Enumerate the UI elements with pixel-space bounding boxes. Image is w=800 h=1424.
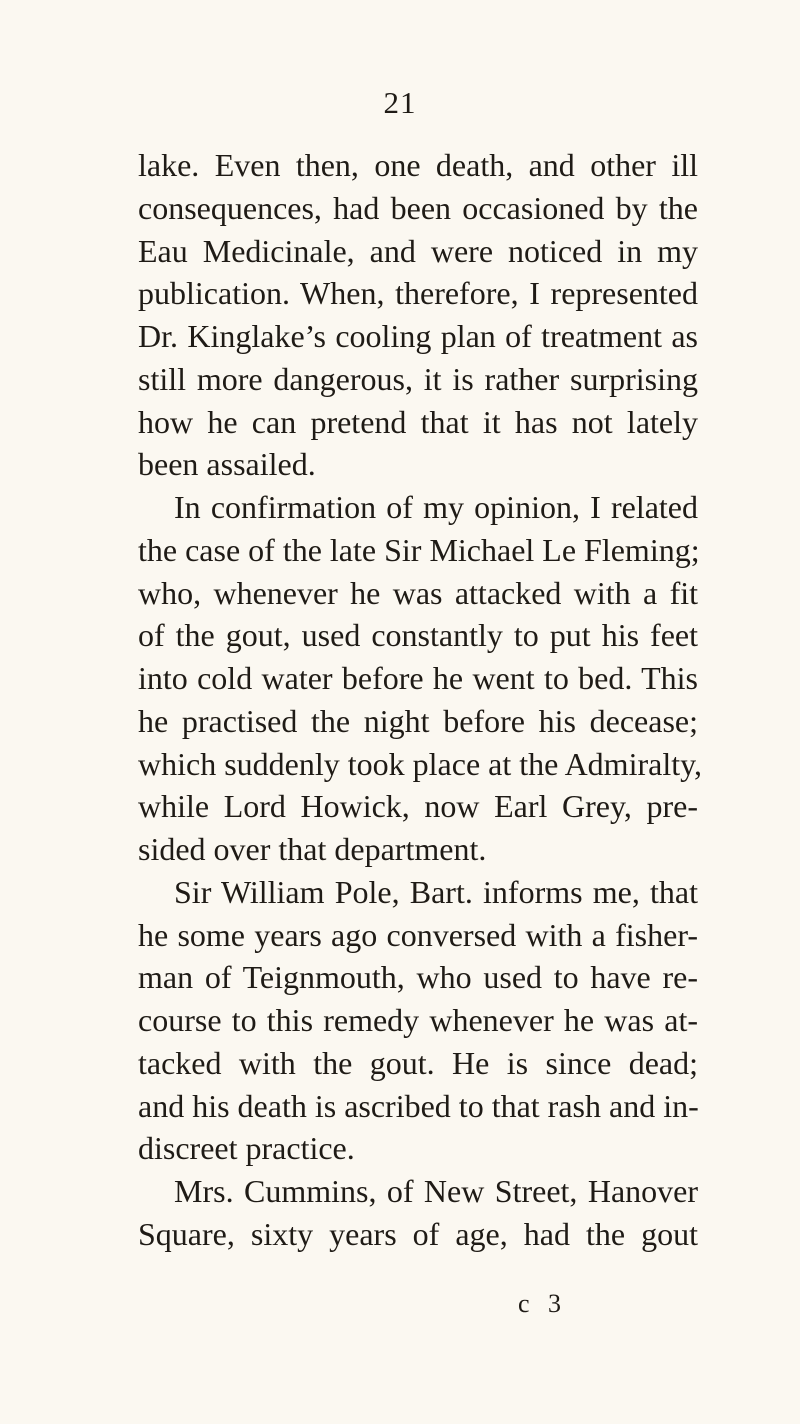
text-line: while Lord Howick, now Earl Grey, pre-: [138, 788, 698, 825]
text-line: who, whenever he was attacked with a fit: [138, 574, 698, 611]
text-line: he practised the night before his decease;: [138, 702, 698, 739]
text-line: Square, sixty years of age, had the gout: [138, 1215, 698, 1252]
paragraph-start-line: In confirmation of my opinion, I related: [174, 489, 698, 525]
text-line: into cold water before he went to bed. This: [138, 660, 698, 696]
paragraph-start-line: Sir William Pole, Bart. informs me, that: [174, 873, 698, 910]
paragraph-end-line: been assailed.: [138, 446, 316, 483]
page-number: 21: [383, 85, 417, 120]
text-line: of the gout, used constantly to put his feet: [138, 617, 698, 654]
text-line: still more dangerous, it is rather surprising: [138, 360, 698, 397]
text-line: he some years ago conversed with a fisher-: [138, 916, 698, 953]
text-line: and his death is ascribed to that rash and in-: [138, 1087, 699, 1124]
text-line: Dr. Kinglake’s cooling plan of treatment as: [138, 318, 698, 354]
text-line: consequences, had been occasioned by the: [138, 189, 698, 226]
paragraph-end-line: sided over that department.: [138, 831, 487, 867]
text-line: lake. Even then, one death, and other ill: [138, 147, 698, 183]
text-line: course to this remedy whenever he was at-: [138, 1002, 698, 1038]
text-line: Eau Medicinale, and were noticed in my: [138, 232, 698, 269]
paragraph-end-line: discreet practice.: [138, 1130, 355, 1167]
text-line: the case of the late Sir Michael Le Fleming;: [138, 531, 700, 568]
paragraph-start-line: Mrs. Cummins, of New Street, Hanover: [174, 1173, 698, 1209]
text-line: tacked with the gout. He is since dead;: [138, 1044, 698, 1081]
text-line: publication. When, therefore, I represented: [138, 275, 698, 312]
body-text: [138, 144, 703, 1256]
signature-mark: c 3: [518, 1289, 568, 1318]
text-line: how he can pretend that it has not lately: [138, 403, 698, 440]
text-line: man of Teignmouth, who used to have re-: [138, 959, 698, 996]
text-line: which suddenly took place at the Admiralty,: [138, 745, 703, 782]
